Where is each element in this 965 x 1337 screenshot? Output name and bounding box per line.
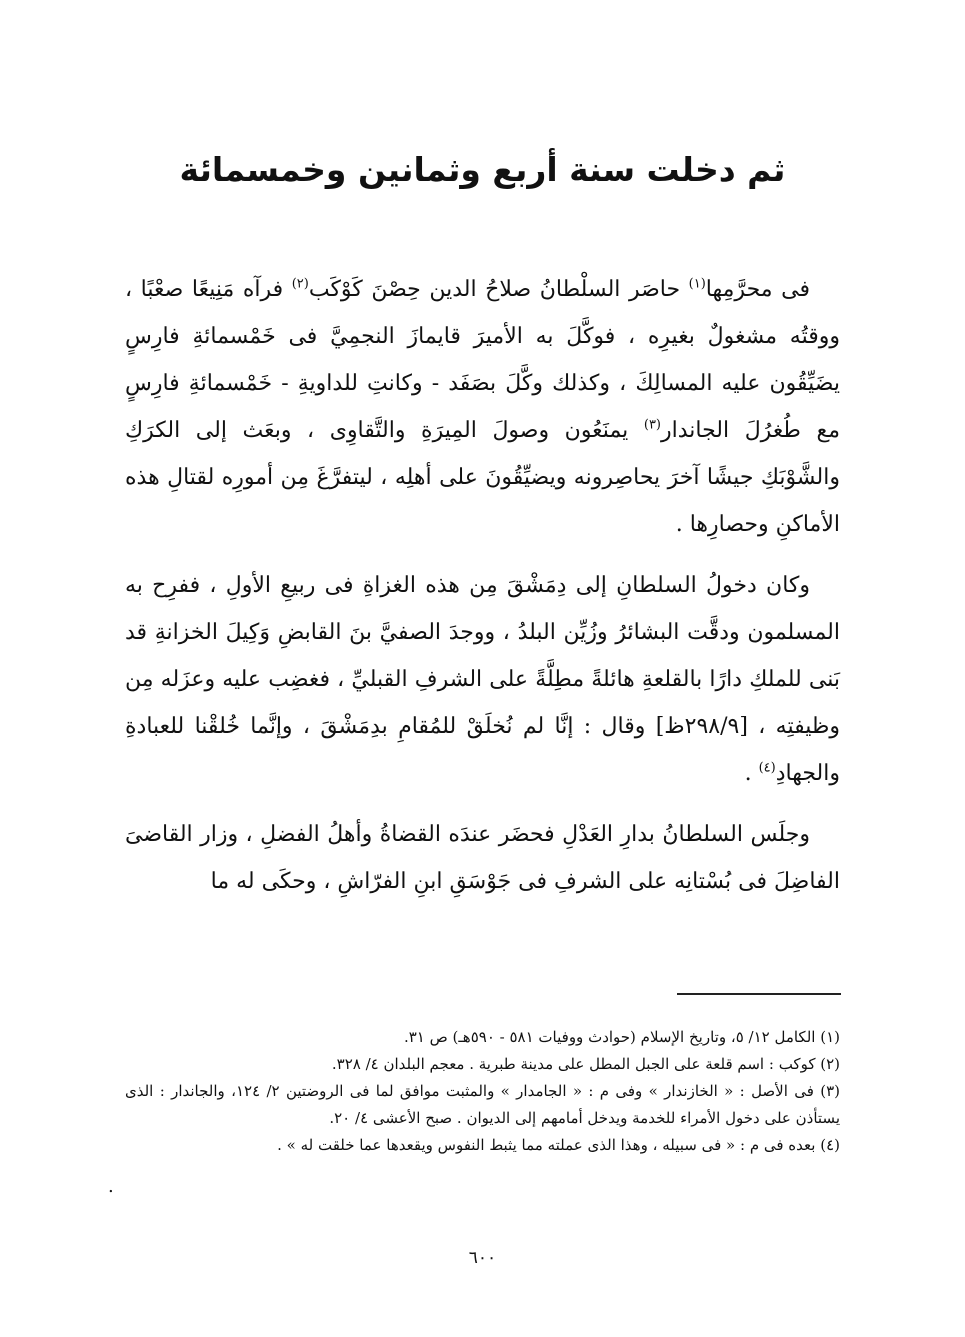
main-text <box>125 266 840 905</box>
footnote-1: (١) الكامل ١٢/ ٥، وتاريخ الإسلام (حوادث ووفيات ٥٨١ - ٥٩٠هـ) ص ٣١. <box>403 1028 840 1046</box>
footnote-4: (٤) بعده فى م : « فى سبيله ، وهذا الذى عملته مما يثبط النفوس ويقعدها عما خلقت له » . <box>277 1136 840 1154</box>
footnotes <box>125 1024 840 1159</box>
text-run: وجلَس السلطانُ بدارِ العَدْلِ فحضَر عندَه القضاةُ وأهلُ الفضلِ ، وزار القاضىَ الفاضِلَ فى بُسْتانِه على الشرفِ فى جَوْسَقِ ابنِ الفرّاشِ ، وحكَى له ما <box>125 822 840 894</box>
stray-mark: . <box>108 1176 114 1197</box>
text-run: وكان دخولُ السلطانِ إلى دِمَشْقَ مِن هذه الغزاةِ فى ربيعِ الأولِ ، ففرِح به المسلمون ودقَّت البشائرُ وزُيِّن البلدُ ، ووجدَ الصفيَّ بنَ القابضِ وَكِيلَ الخزانةِ قد بَنى للملكِ دارًا بالقلعةِ هائلةً مطِلَّةً على الشرفِ القبليِّ ، فغضِب عليه وعزَله مِن وظيفتِه ، [٢٩٨/٩ظ] وقال : إنَّا لم نُخلَقْ للمُقامِ بدِمَشْقَ ، وإنَّما خُلقْنا للعبادةِ والجهادِ <box>125 573 840 786</box>
text-run: حاصَر السلْطانُ صلاحُ الدين حِصْنَ كَوْكَب <box>308 277 689 302</box>
footnote-separator <box>677 993 841 995</box>
footnote-ref-4: (٤) <box>758 760 776 776</box>
footnote-2: (٢) كوكب : اسم قلعة على الجبل المطل على مدينة طبرية . معجم البلدان ٤/ ٣٢٨. <box>331 1055 840 1073</box>
text-run: . <box>744 761 759 786</box>
chapter-title: ثم دخلت سنة أربع وثمانين وخمسمائة <box>179 150 786 189</box>
footnote-ref-2: (٢) <box>291 276 309 292</box>
page-number: ٦٠٠ <box>468 1248 497 1268</box>
footnote-3: (٣) فى الأصل : « الخازندار » وفى م : « الجامدار » والمثبت موافق لما فى الروضتين ٢/ ١٢٤، والجاندار : الذى يستأذن على دخول الأمراء للخدمة ويدخل أمامهم إلى الديوان . صبح الأعشى ٤/ ٢٠. <box>125 1082 841 1127</box>
footnote-ref-1: (١) <box>688 276 706 292</box>
text-run: فى محرَّمِها <box>705 277 810 302</box>
paragraph-3 <box>125 811 840 905</box>
paragraph-1 <box>125 266 840 548</box>
paragraph-2 <box>125 562 840 797</box>
text-run: فرآه مَنِيعًا صعْبًا ، ووقتُه مشغولٌ بغيرِه ، فوكَّلَ به الأميرَ قايمازَ النجمِيَّ فى خَمْسمائةِ فارِسٍ يضَيِّقُون عليه المسالِكَ ، وكذلك وكَّلَ بصَفَد - وكانتِ للداويةِ - خَمْسمائةِ فارِسٍ مع طُغرُلَ الجاندار <box>125 277 840 443</box>
text-run: يمنَعُون وصولَ المِيرَةِ والتَّقاوِى ، وبعَث إلى الكرَكِ والشَّوْبَكِ جيشًا آخرَ يحاصِرونه ويضيِّقُونَ على أهلِه ، ليتفرَّغَ مِن أمورِه لقتالِ هذه الأماكنِ وحصارِها . <box>125 418 840 537</box>
footnote-ref-3: (٣) <box>643 417 661 433</box>
